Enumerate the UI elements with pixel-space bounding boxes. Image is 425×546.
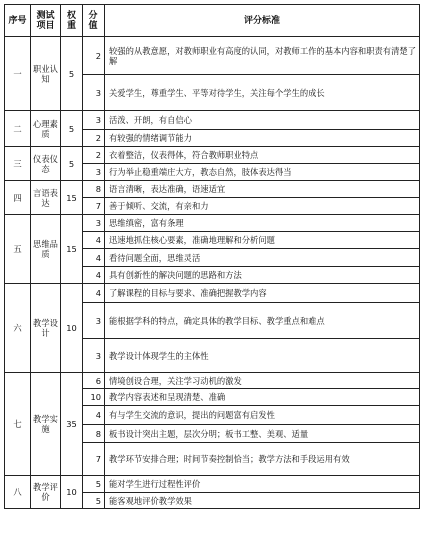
row-standard: 迅速地抓住核心要素，准确地理解和分析问题 [105, 232, 420, 249]
header-standard: 评分标准 [105, 5, 420, 37]
row-standard: 关爱学生，尊重学生、平等对待学生，关注每个学生的成长 [105, 75, 420, 111]
row-score: 3 [83, 339, 105, 373]
header-weight: 权重 [61, 5, 83, 37]
evaluation-table-document [4, 4, 420, 542]
row-standard: 能对学生进行过程性评价 [105, 476, 420, 493]
group-weight: 10 [61, 284, 83, 373]
group-item: 职业认知 [31, 37, 61, 111]
row-standard: 具有创新性的解决问题的思路和方法 [105, 267, 420, 284]
table-header-row [5, 5, 420, 37]
table-body [5, 37, 420, 509]
group-weight: 5 [61, 37, 83, 111]
table-row [5, 373, 420, 389]
row-score: 6 [83, 373, 105, 389]
table-row [5, 147, 420, 164]
group-seq: 三 [5, 147, 31, 181]
group-seq: 二 [5, 111, 31, 147]
row-score: 3 [83, 215, 105, 232]
row-standard: 能根据学科的特点，确定具体的教学目标、教学重点和难点 [105, 303, 420, 339]
row-standard: 有较强的情绪调节能力 [105, 130, 420, 147]
row-standard: 衣着整洁，仪表得体，符合教师职业特点 [105, 147, 420, 164]
group-item: 教学设计 [31, 284, 61, 373]
row-standard: 情境创设合理，关注学习动机的激发 [105, 373, 420, 389]
group-item: 教学实施 [31, 373, 61, 476]
header-item: 测试项目 [31, 5, 61, 37]
row-score: 2 [83, 37, 105, 75]
row-score: 4 [83, 284, 105, 303]
group-seq: 一 [5, 37, 31, 111]
row-standard: 活泼、开朗，有自信心 [105, 111, 420, 130]
group-item: 言语表达 [31, 181, 61, 215]
group-seq: 五 [5, 215, 31, 284]
group-seq: 七 [5, 373, 31, 476]
table-row [5, 111, 420, 130]
group-weight: 5 [61, 147, 83, 181]
row-standard: 教学内容表述和呈现清楚、准确 [105, 389, 420, 406]
group-seq: 八 [5, 476, 31, 509]
row-standard: 教学环节安排合理；时间节奏控制恰当；教学方法和手段运用有效 [105, 443, 420, 476]
row-standard: 善于倾听、交流，有亲和力 [105, 198, 420, 215]
row-score: 7 [83, 198, 105, 215]
group-item: 心理素质 [31, 111, 61, 147]
group-item: 教学评价 [31, 476, 61, 509]
row-score: 5 [83, 476, 105, 493]
group-weight: 5 [61, 111, 83, 147]
header-score: 分值 [83, 5, 105, 37]
row-score: 8 [83, 425, 105, 443]
group-seq: 六 [5, 284, 31, 373]
row-score: 4 [83, 232, 105, 249]
evaluation-table [4, 4, 420, 509]
row-score: 3 [83, 164, 105, 181]
row-score: 4 [83, 406, 105, 425]
row-standard: 思维缜密，富有条理 [105, 215, 420, 232]
row-standard: 教学设计体现学生的主体性 [105, 339, 420, 373]
group-weight: 35 [61, 373, 83, 476]
group-item: 仪表仪态 [31, 147, 61, 181]
row-score: 10 [83, 389, 105, 406]
row-standard: 能客观地评价教学效果 [105, 493, 420, 509]
group-weight: 10 [61, 476, 83, 509]
table-row [5, 284, 420, 303]
row-score: 2 [83, 147, 105, 164]
table-row [5, 181, 420, 198]
row-standard: 看待问题全面，思维灵活 [105, 249, 420, 267]
row-score: 3 [83, 303, 105, 339]
group-weight: 15 [61, 215, 83, 284]
row-score: 3 [83, 75, 105, 111]
row-score: 7 [83, 443, 105, 476]
row-standard: 板书设计突出主题，层次分明；板书工整、美观、适量 [105, 425, 420, 443]
row-score: 2 [83, 130, 105, 147]
row-score: 8 [83, 181, 105, 198]
row-standard: 较强的从教意愿，对教师职业有高度的认同，对教师工作的基本内容和职责有清楚了解 [105, 37, 420, 75]
row-standard: 有与学生交流的意识，提出的问题富有启发性 [105, 406, 420, 425]
table-row [5, 215, 420, 232]
group-item: 思维品质 [31, 215, 61, 284]
table-row [5, 476, 420, 493]
row-standard: 行为举止稳重端庄大方，教态自然，肢体表达得当 [105, 164, 420, 181]
table-row [5, 37, 420, 75]
group-seq: 四 [5, 181, 31, 215]
row-score: 5 [83, 493, 105, 509]
row-score: 4 [83, 267, 105, 284]
row-score: 4 [83, 249, 105, 267]
header-seq: 序号 [5, 5, 31, 37]
row-standard: 了解课程的目标与要求、准确把握教学内容 [105, 284, 420, 303]
row-standard: 语言清晰，表达准确，语速适宜 [105, 181, 420, 198]
group-weight: 15 [61, 181, 83, 215]
row-score: 3 [83, 111, 105, 130]
